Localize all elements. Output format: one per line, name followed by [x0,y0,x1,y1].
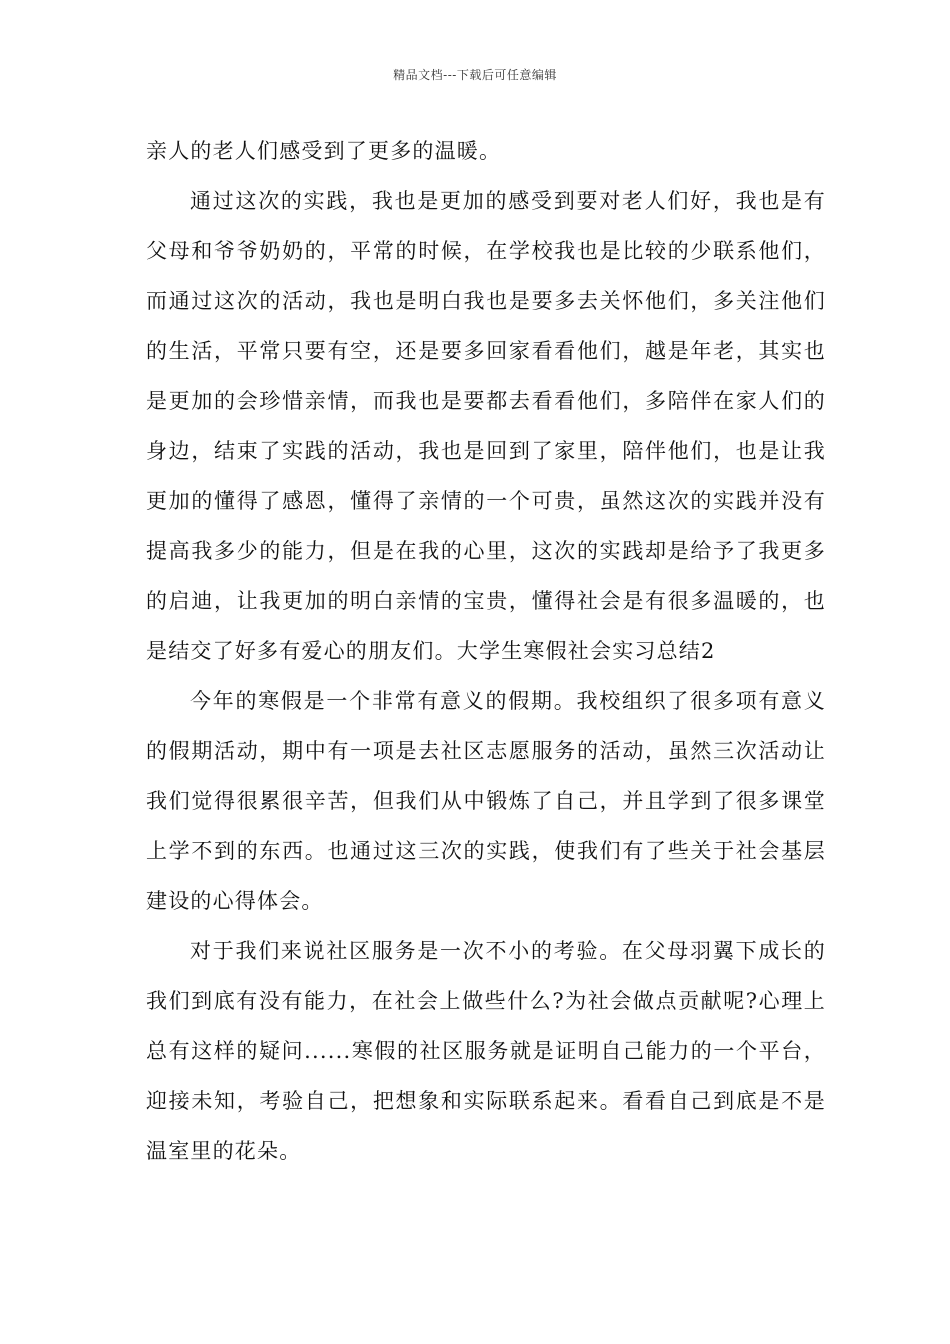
page-header: 精品文档---下载后可任意编辑 [393,68,557,82]
paragraph-1: 亲人的老人们感受到了更多的温暖。 [146,139,502,163]
paragraph-2: 通过这次的实践，我也是更加的感受到要对老人们好，我也是有父母和爷爷奶奶的，平常的时候，在学校我也是比较的少联系他们，而通过这次的活动，我也是明白我也是要多去关怀他们，多关注他们的生活，平常只要有空，还是要多回家看看他们，越是年老，其实也是更加的会珍惜亲情，而我也是要都去看看他们，多陪伴在家人们的身边，结束了实践的活动，我也是回到了家里，陪伴他们，也是让我更加的懂得了感恩，懂得了亲情的一个可贵，虽然这次的实践并没有提高我多少的能力，但是在我的心里，这次的实践却是给予了我更多的启迪，让我更加的明白亲情的宝贵，懂得社会是有很多温暖的，也是结交了好多有爱心的朋友们。大学生寒假社会实习总结2 [146,189,826,663]
document-body [146,126,826,1176]
paragraph-4: 对于我们来说社区服务是一次不小的考验。在父母羽翼下成长的我们到底有没有能力，在社会上做些什么?为社会做点贡献呢?心理上总有这样的疑问......寒假的社区服务就是证明自己能力的一个平台，迎接未知，考验自己，把想象和实际联系起来。看看自己到底是不是温室里的花朵。 [146,939,826,1163]
paragraph-3: 今年的寒假是一个非常有意义的假期。我校组织了很多项有意义的假期活动，期中有一项是去社区志愿服务的活动，虽然三次活动让我们觉得很累很辛苦，但我们从中锻炼了自己，并且学到了很多课堂上学不到的东西。也通过这三次的实践，使我们有了些关于社会基层建设的心得体会。 [146,689,826,913]
